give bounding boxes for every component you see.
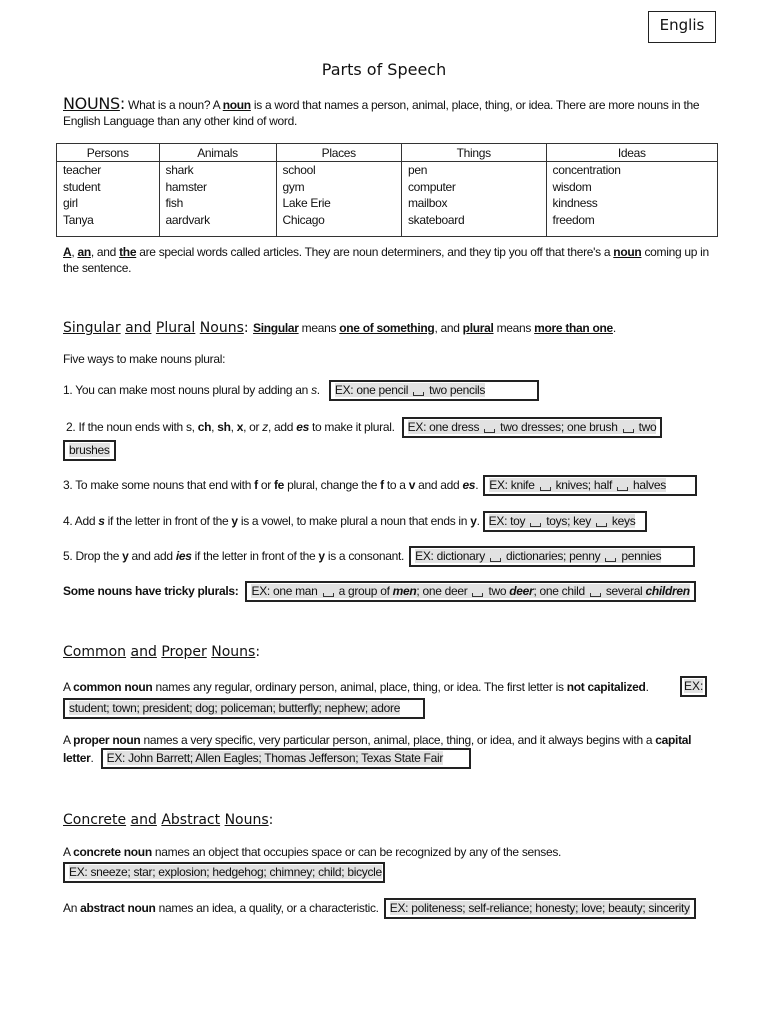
rule-text: plural, change the xyxy=(284,478,381,492)
example-text: halves xyxy=(633,478,666,492)
text: names a very specific, very particular person, animal, place, thing, or idea, and it always begins with a xyxy=(140,733,656,747)
example-box xyxy=(680,676,707,697)
text: A xyxy=(63,845,74,859)
heading-word: Plural xyxy=(155,320,196,336)
arrow-icon xyxy=(323,593,334,597)
rule-text: 4. Add xyxy=(63,514,99,528)
rule-letter: v xyxy=(408,478,416,492)
articles-paragraph: A, an, and the are special words called articles. They are noun determiners, and they tip you off that there's a noun coming up in the sentence. xyxy=(63,245,709,275)
table-row xyxy=(57,212,718,237)
subject-tag-text: Englis xyxy=(659,16,705,34)
rule-text: to a xyxy=(383,478,409,492)
example-text: knives; half xyxy=(555,478,613,492)
rule-letter: f xyxy=(380,478,384,492)
heading-word: Concrete xyxy=(63,812,127,828)
nouns-intro: NOUNS: What is a noun? A noun is a word that names a person, animal, place, thing, or idea. There are more nouns in the English Language than any other kind of word. xyxy=(63,94,700,128)
example-text: EX: John Barrett; Allen Eagles; Thomas Jefferson; Texas State Fair xyxy=(106,751,444,765)
plural-rule-1: 1. You can make most nouns plural by adding an s. EX: one pencil two pencils xyxy=(63,380,539,401)
rule-letter: es xyxy=(296,420,309,434)
heading-word: Abstract xyxy=(161,812,221,828)
rule-letter: y xyxy=(470,514,477,528)
table-header: Animals xyxy=(159,144,276,162)
example-box xyxy=(245,581,695,602)
rule-letter: z xyxy=(262,420,268,434)
heading-word: and xyxy=(130,644,157,660)
example-text: ; one child xyxy=(533,584,585,598)
example-box xyxy=(483,475,697,496)
table-cell: concentration xyxy=(546,162,717,179)
table-cell: pen xyxy=(401,162,546,179)
table-header: Things xyxy=(401,144,546,162)
rule-letter: ies xyxy=(175,549,192,563)
arrow-icon xyxy=(623,429,634,433)
rule-letter: sh xyxy=(217,420,231,434)
rule-text: , add xyxy=(267,420,297,434)
example-text: men xyxy=(392,584,417,598)
table-header: Persons xyxy=(57,144,160,162)
example-box xyxy=(483,511,647,532)
heading-word: Singular xyxy=(63,320,121,336)
example-box xyxy=(409,546,695,567)
table-row xyxy=(57,179,718,196)
heading-word: Nouns xyxy=(211,644,256,660)
example-text: EX: one dress xyxy=(407,420,480,434)
common-noun-bold: common noun xyxy=(73,680,153,694)
table-cell: freedom xyxy=(546,212,717,237)
rule-text: and add xyxy=(128,549,176,563)
rule-text: if the letter in front of the xyxy=(191,549,319,563)
heading-word: and xyxy=(130,812,157,828)
example-text: two dresses; one brush xyxy=(500,420,618,434)
example-text: children xyxy=(645,584,690,598)
table-header: Places xyxy=(276,144,401,162)
example-text: ; one deer xyxy=(416,584,468,598)
table-cell: computer xyxy=(401,179,546,196)
nouns-intro-rest: is a word that names a person, animal, place, thing, or idea. There are more nouns in the English Language than any other kind of word. xyxy=(63,98,700,128)
rule-letter: y xyxy=(231,514,238,528)
common-proper-heading: Common and Proper Nouns: xyxy=(63,644,261,660)
example-text: a group of xyxy=(338,584,393,598)
tricky-label: Some nouns have tricky plurals: xyxy=(63,584,239,598)
rule-text: 2. If the noun ends with s, xyxy=(66,420,198,434)
article-a: A xyxy=(63,245,72,259)
example-text: toys; key xyxy=(546,514,591,528)
five-ways-text: Five ways to make nouns plural: xyxy=(63,352,226,366)
example-box xyxy=(329,380,539,401)
arrow-icon xyxy=(540,487,551,491)
example-box xyxy=(402,417,663,438)
article-the: the xyxy=(119,245,137,259)
example-text: EX: xyxy=(684,679,704,693)
table-cell: girl xyxy=(57,195,160,212)
common-noun-example xyxy=(63,698,425,719)
example-box xyxy=(63,440,116,461)
proper-noun-def: A proper noun names a very specific, very particular person, animal, place, thing, or idea, and it always begins with a capital letter. EX: John Barrett; Allen Eagles; Thomas Jefferson; Texas State Fair xyxy=(63,732,711,769)
rule-text: is a vowel, to make plural a noun that ends in xyxy=(237,514,471,528)
rule-letter: f xyxy=(254,478,258,492)
example-box xyxy=(384,898,696,919)
articles-text-end: coming up in the sentence. xyxy=(63,245,709,275)
rule-text: 3. To make some nouns that end with xyxy=(63,478,255,492)
example-text: two xyxy=(638,420,657,434)
plural-rule-3: 3. To make some nouns that end with f or fe plural, change the f to a v and add es. EX: knife knives; half halves xyxy=(63,475,697,496)
table-cell: aardvark xyxy=(159,212,276,237)
arrow-icon xyxy=(590,593,601,597)
rule-text: 1. You can make most nouns plural by adding an xyxy=(63,383,312,397)
abstract-noun-bold: abstract noun xyxy=(80,901,156,915)
rule-letter: y xyxy=(122,549,129,563)
text: An xyxy=(63,901,81,915)
table-cell: school xyxy=(276,162,401,179)
concrete-noun-def xyxy=(63,844,561,860)
arrow-icon xyxy=(472,593,483,597)
plural-rule-2-cont xyxy=(63,440,116,461)
table-cell: shark xyxy=(159,162,276,179)
rule-text: is a consonant. xyxy=(324,549,405,563)
text: names an object that occupies space or can be recognized by any of the senses. xyxy=(151,845,562,859)
text: A xyxy=(63,733,74,747)
heading-word: Proper xyxy=(161,644,207,660)
arrow-icon xyxy=(490,558,501,562)
rule-letter: x xyxy=(236,420,244,434)
singular-plural-heading: Singular and Plural Nouns: Singular means one of something, and plural means more than one. xyxy=(63,320,616,336)
more-than-one-bold: more than one xyxy=(534,321,613,335)
example-text: EX: knife xyxy=(489,478,535,492)
heading-word: Nouns xyxy=(199,320,244,336)
table-cell: skateboard xyxy=(401,212,546,237)
page-title: Parts of Speech xyxy=(321,60,447,79)
plural-bold: plural xyxy=(462,321,494,335)
table-cell: wisdom xyxy=(546,179,717,196)
table-cell: mailbox xyxy=(401,195,546,212)
example-text: EX: one pencil xyxy=(334,383,409,397)
rule-letter: s xyxy=(311,383,317,397)
text: names any regular, ordinary person, animal, place, thing, or idea. The first letter is xyxy=(152,680,567,694)
not-capitalized-bold: not capitalized xyxy=(566,680,646,694)
plural-rule-2: 2. If the noun ends with s, ch, sh, x, or z, add es to make it plural. EX: one dress two dresses; one brush two xyxy=(63,417,662,438)
concrete-abstract-heading: Concrete and Abstract Nouns: xyxy=(63,812,274,828)
rule-letter: ch xyxy=(197,420,212,434)
arrow-icon xyxy=(605,558,616,562)
text: A xyxy=(63,680,74,694)
table-cell: Tanya xyxy=(57,212,160,237)
example-text: EX: politeness; self-reliance; honesty; love; beauty; sincerity xyxy=(389,901,690,915)
table-cell: gym xyxy=(276,179,401,196)
rule-letter: y xyxy=(318,549,325,563)
text: names an idea, a quality, or a characteristic. xyxy=(155,901,379,915)
example-text: two xyxy=(488,584,510,598)
example-text: deer xyxy=(509,584,534,598)
nouns-heading: NOUNS xyxy=(63,94,120,113)
table-cell: Lake Erie xyxy=(276,195,401,212)
arrow-icon xyxy=(413,392,424,396)
tricky-plurals xyxy=(63,581,696,602)
arrow-icon xyxy=(530,523,541,527)
subject-tag xyxy=(648,11,716,43)
table-cell: kindness xyxy=(546,195,717,212)
concrete-noun-bold: concrete noun xyxy=(73,845,152,859)
table-row xyxy=(57,162,718,179)
example-box xyxy=(101,748,471,769)
arrow-icon xyxy=(596,523,607,527)
example-text: EX: one man xyxy=(251,584,318,598)
singular-bold: Singular xyxy=(253,321,299,335)
proper-noun-bold: proper noun xyxy=(73,733,141,747)
table-cell: hamster xyxy=(159,179,276,196)
example-text: several xyxy=(605,584,646,598)
example-text: two pencils xyxy=(429,383,486,397)
rule-text: , or xyxy=(243,420,263,434)
example-text: EX: sneeze; star; explosion; hedgehog; chimney; child; bicycle xyxy=(69,865,382,879)
text: means xyxy=(493,321,535,335)
articles-text: are special words called articles. They are noun determiners, and they tip you off that there's a xyxy=(136,245,614,259)
example-text: EX: dictionary xyxy=(415,549,485,563)
abstract-noun-def xyxy=(63,898,696,919)
concrete-noun-example xyxy=(63,862,385,883)
table-cell: Chicago xyxy=(276,212,401,237)
text: means xyxy=(298,321,340,335)
example-text: brushes xyxy=(69,443,110,457)
table-cell: fish xyxy=(159,195,276,212)
rule-text: 5. Drop the xyxy=(63,549,123,563)
heading-word: Common xyxy=(63,644,127,660)
table-cell: student xyxy=(57,179,160,196)
one-of-something-bold: one of something xyxy=(339,321,435,335)
arrow-icon xyxy=(617,487,628,491)
rule-letter: es xyxy=(462,478,476,492)
capital-letter-bold: capital letter xyxy=(63,733,692,765)
articles-and: , and xyxy=(90,245,120,259)
rule-text: or xyxy=(257,478,274,492)
plural-rule-5 xyxy=(63,546,695,567)
example-box xyxy=(63,698,425,719)
example-text: pennies xyxy=(621,549,662,563)
noun-categories-table xyxy=(56,143,718,237)
rule-text: to make it plural. xyxy=(308,420,395,434)
example-text: dictionaries; penny xyxy=(505,549,601,563)
rule-text: if the letter in front of the xyxy=(104,514,232,528)
example-text: EX: toy xyxy=(488,514,526,528)
table-header-row xyxy=(57,144,718,162)
article-an: an xyxy=(77,245,91,259)
example-text: keys xyxy=(611,514,636,528)
heading-word: and xyxy=(125,320,152,336)
noun-bold: noun xyxy=(222,98,251,112)
example-box xyxy=(63,862,385,883)
rule-letter: fe xyxy=(273,478,285,492)
rule-letter: s xyxy=(98,514,105,528)
text: , and xyxy=(434,321,463,335)
table-cell: teacher xyxy=(57,162,160,179)
arrow-icon xyxy=(484,429,495,433)
plural-rule-4: 4. Add s if the letter in front of the y is a vowel, to make plural a noun that ends in y. EX: toy toys; key keys xyxy=(63,511,647,532)
rule-text: and add xyxy=(415,478,463,492)
common-noun-def: A common noun names any regular, ordinary person, animal, place, thing, or idea. The first letter is not capitalized. xyxy=(63,680,649,694)
articles-noun: noun xyxy=(613,245,642,259)
heading-word: Nouns xyxy=(224,812,269,828)
table-header: Ideas xyxy=(546,144,717,162)
table-row xyxy=(57,195,718,212)
example-text: student; town; president; dog; policeman; butterfly; nephew; adore xyxy=(69,701,401,715)
nouns-intro-text: What is a noun? A xyxy=(128,98,223,112)
